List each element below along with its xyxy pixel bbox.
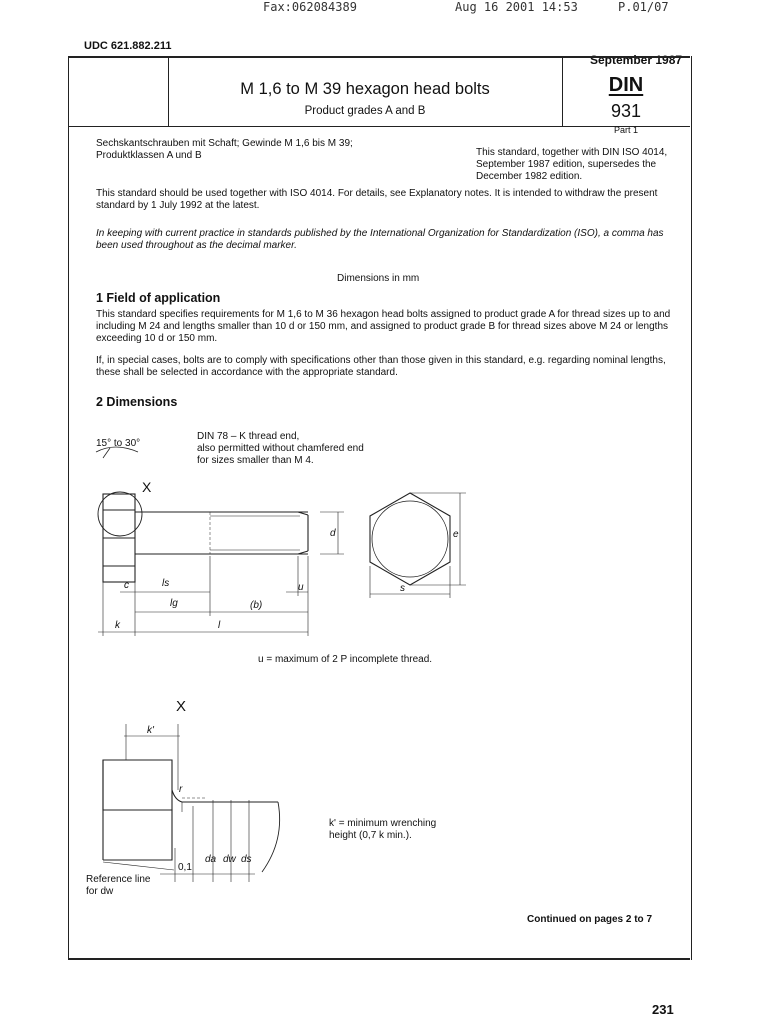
- page-number: 231: [652, 1002, 674, 1017]
- dim-ds-label: ds: [241, 854, 252, 865]
- thread-end-note-line: for sizes smaller than M 4.: [197, 455, 314, 466]
- dim-e-label: e: [453, 529, 459, 540]
- standard-number: 931: [610, 101, 642, 121]
- dim-s-label: s: [400, 583, 405, 594]
- dim-b-label: (b): [250, 600, 263, 611]
- section-1-heading: 1 Field of application: [96, 291, 221, 305]
- wrenching-height-note-line: height (0,7 k min.).: [329, 830, 412, 841]
- detail-x-title: X: [176, 698, 187, 715]
- dimensions-note: Dimensions in mm: [337, 273, 420, 284]
- dim-ls-label: ls: [162, 578, 170, 589]
- supersedes-note: This standard, together with DIN ISO 4014, September 1987 edition, supersedes the December 1982 edition.: [476, 147, 668, 182]
- fax-date: Aug 16 2001 14:53: [455, 0, 578, 14]
- reference-line-note-line: for dw: [86, 886, 114, 897]
- fax-number: Fax:062084389: [263, 0, 357, 14]
- document-subtitle: Product grades A and B: [304, 105, 426, 117]
- dim-c-label: c: [124, 580, 129, 591]
- section-1-paragraph-2: If, in special cases, bolts are to comply with specifications other than those given in this standard, e.g. regarding nominal lengths, these shall be selected in accordance with the appropriate standard.: [96, 355, 666, 378]
- din-logo: DIN: [608, 74, 644, 96]
- thread-end-note-line: also permitted without chamfered end: [197, 443, 364, 454]
- dim-lg-label: lg: [170, 598, 178, 609]
- standard-part: Part 1: [613, 125, 638, 135]
- udc-code: UDC 621.882.211: [84, 40, 172, 52]
- fax-page: P.01/07: [618, 0, 669, 14]
- dim-u-label: u: [298, 582, 304, 593]
- dim-dw-label: dw: [223, 854, 236, 865]
- fillet-r-label: r: [179, 784, 183, 795]
- dim-01-label: 0,1: [178, 862, 192, 873]
- reference-line-note: [86, 874, 150, 898]
- reference-line-note-line: Reference line: [86, 874, 151, 885]
- dim-da-label: da: [205, 854, 217, 865]
- dim-k-label: k: [115, 620, 120, 631]
- section-2-heading: 2 Dimensions: [96, 395, 178, 409]
- thread-end-note-line: DIN 78 – K thread end,: [197, 431, 300, 442]
- dim-d-label: d: [330, 528, 336, 539]
- k-prime-label: k': [147, 725, 154, 736]
- intro-paragraph: This standard should be used together with ISO 4014. For details, see Explanatory notes. It is intended to withdraw the present standard by 1 July 1992 at the latest.: [96, 188, 658, 211]
- section-1-paragraph-1: This standard specifies requirements for M 1,6 to M 36 hexagon head bolts assigned to product grade A for thread sizes up to and including M 24 and lengths smaller than 10 d or 150 mm, and assigned to product grade B for thread sizes above M 24 or lengths exceeding 10 d or 150 mm.: [96, 309, 671, 344]
- incomplete-thread-note: u = maximum of 2 P incomplete thread.: [258, 654, 433, 665]
- document-title: M 1,6 to M 39 hexagon head bolts: [240, 80, 490, 98]
- dim-l-label: l: [218, 620, 221, 631]
- wrenching-height-note-line: k' = minimum wrenching: [329, 818, 437, 829]
- continued-note: Continued on pages 2 to 7: [527, 914, 653, 925]
- detail-x-marker: X: [142, 479, 152, 495]
- wrenching-height-note: [329, 818, 436, 842]
- iso-decimal-note: In keeping with current practice in standards published by the International Organization for Standardization (ISO), a comma has been used throughout as the decimal marker.: [96, 228, 664, 251]
- head-angle-label: 15° to 30°: [96, 438, 141, 449]
- german-title: Sechskantschrauben mit Schaft; Gewinde M 1,6 bis M 39; Produktklassen A und B: [96, 138, 353, 161]
- publication-date: September 1987: [590, 53, 683, 67]
